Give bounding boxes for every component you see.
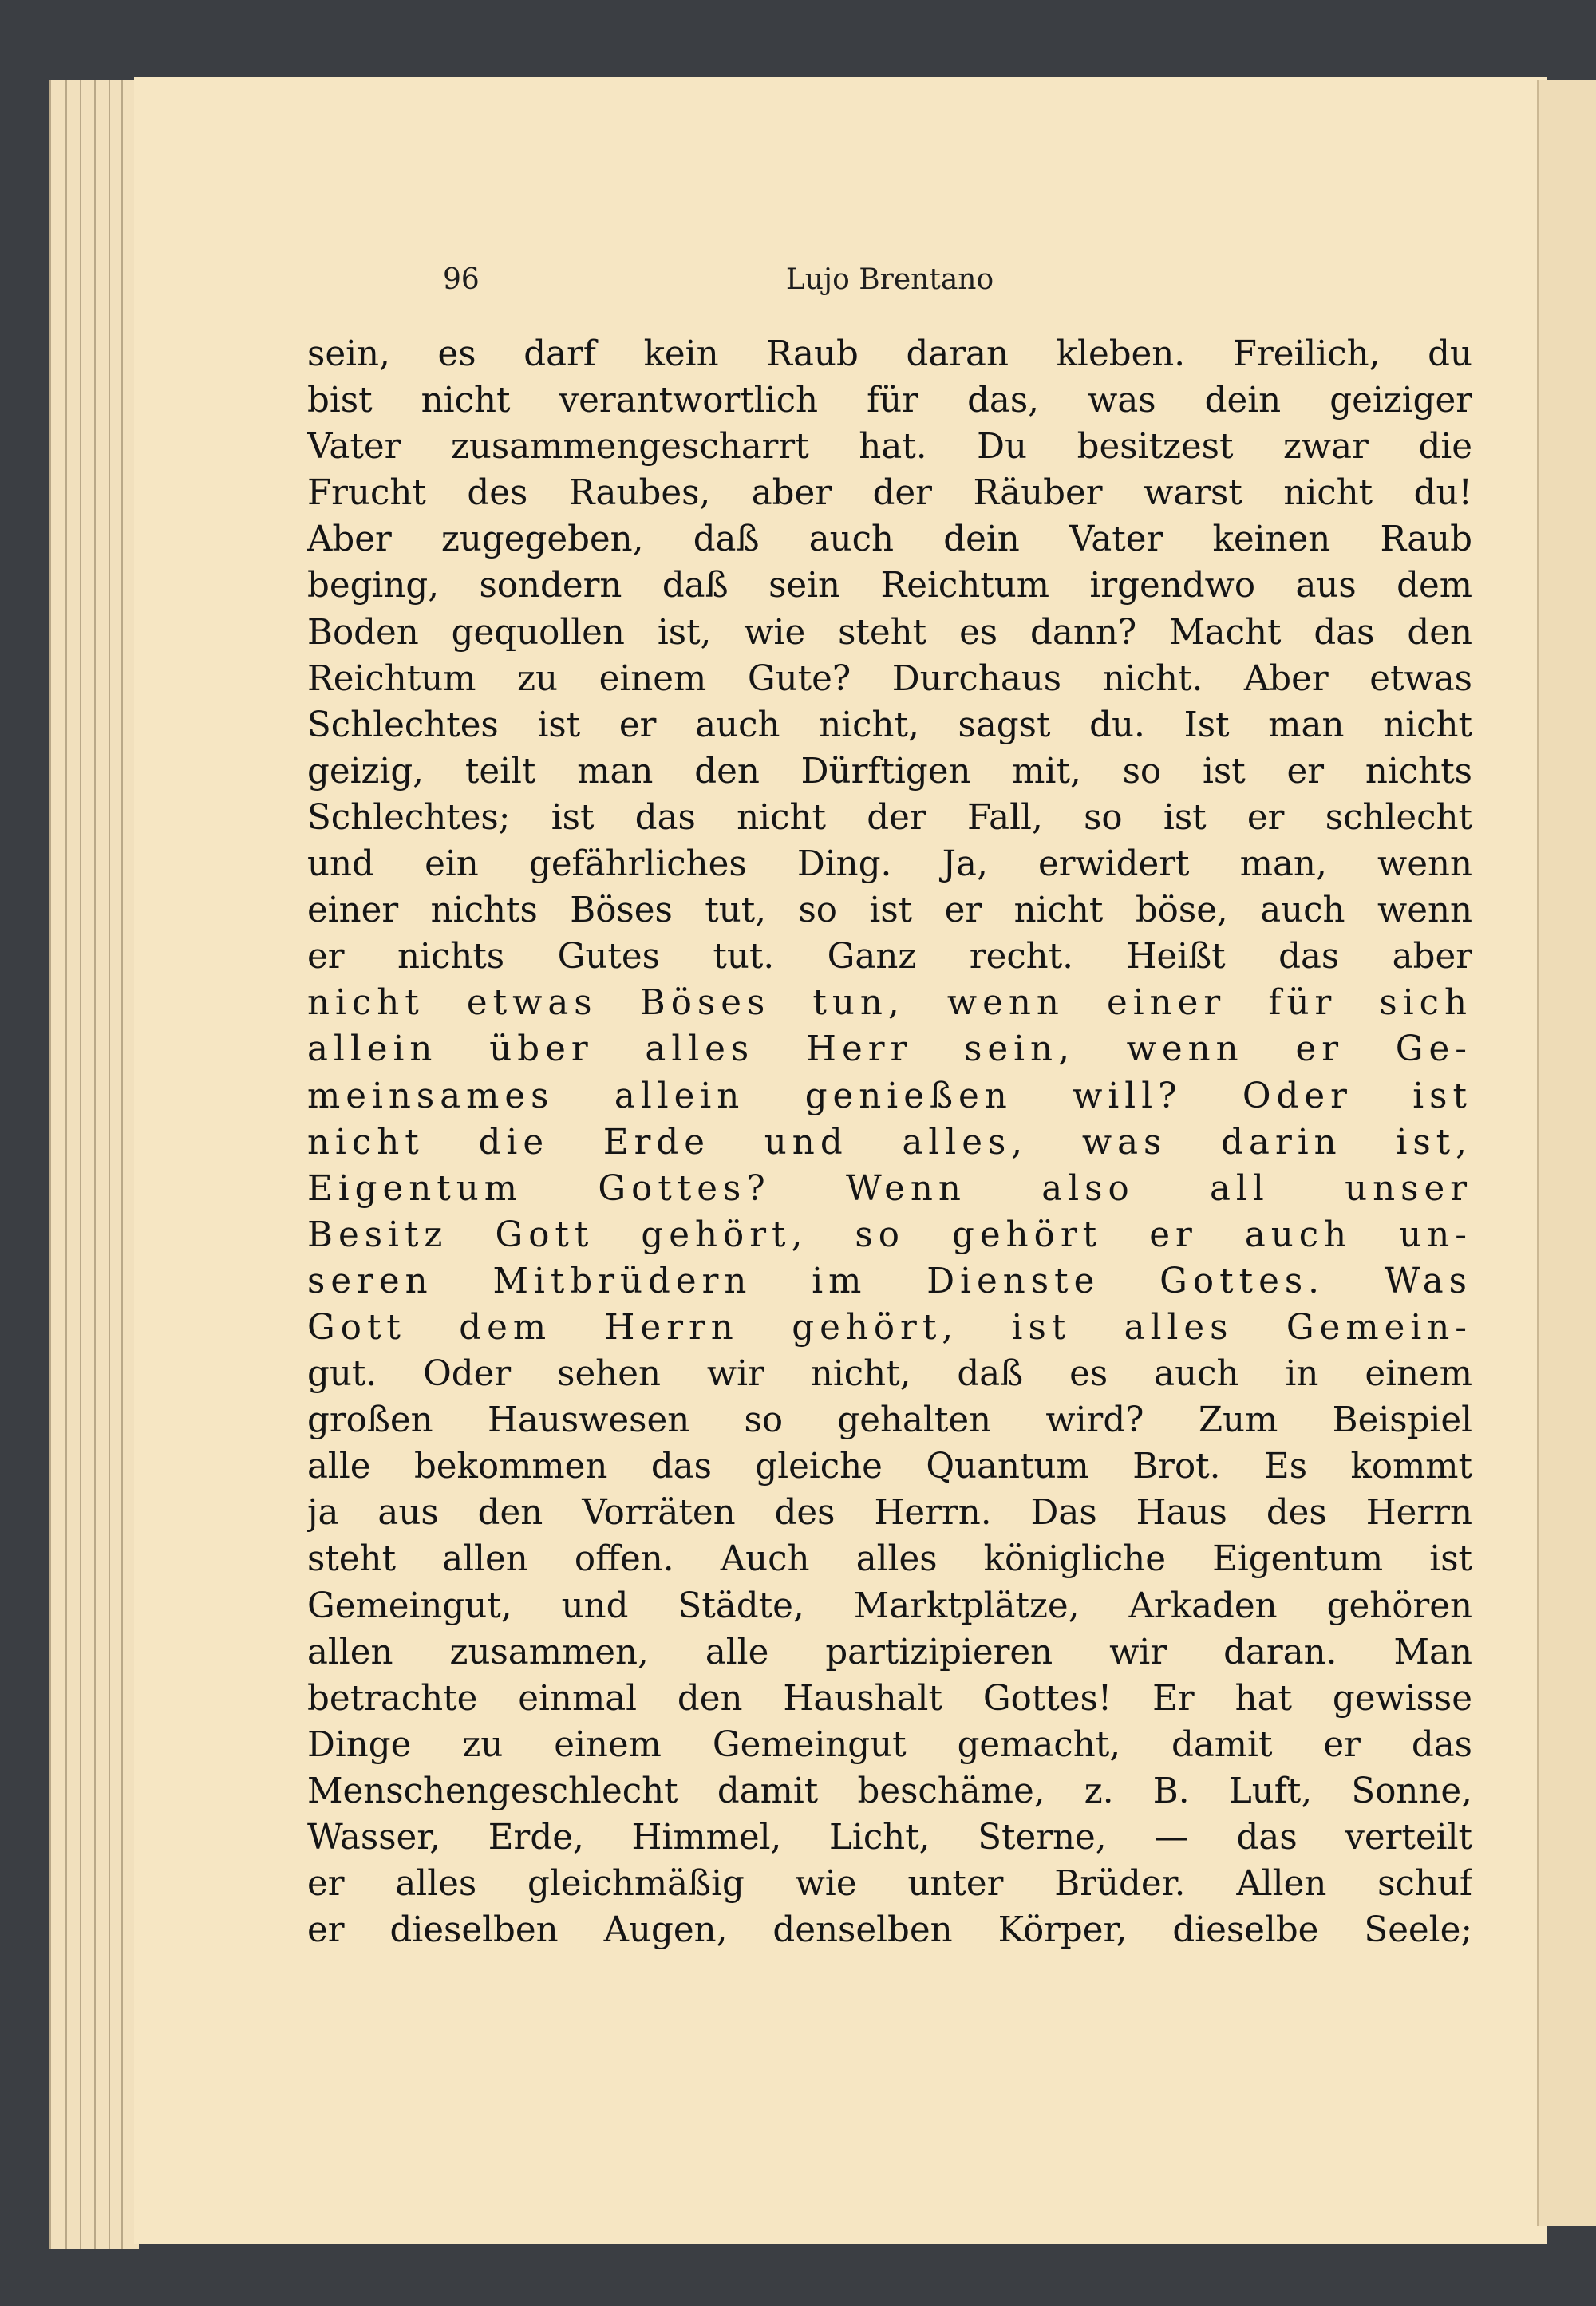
text-line-spaced: allein über alles Herr sein, wenn er Ge- bbox=[307, 1029, 1472, 1070]
text-line-spaced: meinsames allein genießen will? Oder ist bbox=[307, 1076, 1472, 1116]
running-head: Lujo Brentano bbox=[785, 263, 994, 296]
text-line: sein, es darf kein Raub daran kleben. Freilich, du bbox=[307, 334, 1472, 374]
text-line: Vater zusammengescharrt hat. Du besitzest zwar die bbox=[307, 427, 1472, 468]
text-line: geizig, teilt man den Dürftigen mit, so ist er nichts bbox=[307, 751, 1472, 792]
text-line-spaced: Gott dem Herrn gehört, ist alles Gemein- bbox=[307, 1307, 1472, 1348]
text-line: Schlechtes; ist das nicht der Fall, so ist er schlecht bbox=[307, 797, 1472, 838]
text-line: allen zusammen, alle partizipieren wir daran. Man bbox=[307, 1632, 1472, 1672]
page-header bbox=[307, 263, 1472, 303]
text-line: Menschengeschlecht damit beschäme, z. B. Luft, Sonne, bbox=[307, 1771, 1472, 1811]
text-line: er alles gleichmäßig wie unter Brüder. Allen schuf bbox=[307, 1864, 1472, 1905]
text-line-spaced: Besitz Gott gehört, so gehört er auch un- bbox=[307, 1214, 1472, 1255]
facing-page-edge bbox=[1537, 80, 1596, 2226]
text-line: ja aus den Vorräten des Herrn. Das Haus des Herrn bbox=[307, 1493, 1472, 1534]
text-line-spaced: nicht etwas Böses tun, wenn einer für sich bbox=[307, 983, 1472, 1024]
text-line: Dinge zu einem Gemeingut gemacht, damit er das bbox=[307, 1724, 1472, 1765]
text-line: betrachte einmal den Haushalt Gottes! Er hat gewisse bbox=[307, 1678, 1472, 1719]
text-line: Schlechtes ist er auch nicht, sagst du. Ist man nicht bbox=[307, 705, 1472, 745]
text-line: bist nicht verantwortlich für das, was dein geiziger bbox=[307, 381, 1472, 421]
body-text bbox=[307, 331, 1472, 1953]
text-line: großen Hauswesen so gehalten wird? Zum Beispiel bbox=[307, 1400, 1472, 1441]
text-line: Frucht des Raubes, aber der Räuber warst nicht du! bbox=[307, 473, 1472, 514]
text-line-spaced: nicht die Erde und alles, was darin ist, bbox=[307, 1122, 1472, 1163]
text-line: er dieselben Augen, denselben Körper, dieselbe Seele; bbox=[307, 1910, 1472, 1951]
text-line: er nichts Gutes tut. Ganz recht. Heißt das aber bbox=[307, 937, 1472, 977]
text-line: Reichtum zu einem Gute? Durchaus nicht. Aber etwas bbox=[307, 658, 1472, 699]
text-line: steht allen offen. Auch alles königliche Eigentum ist bbox=[307, 1539, 1472, 1580]
text-line-spaced: Eigentum Gottes? Wenn also all unser bbox=[307, 1168, 1472, 1209]
page-number: 96 bbox=[443, 263, 480, 296]
text-line: beging, sondern daß sein Reichtum irgendwo aus dem bbox=[307, 566, 1472, 606]
text-line: Wasser, Erde, Himmel, Licht, Sterne, — das verteilt bbox=[307, 1818, 1472, 1858]
text-line: gut. Oder sehen wir nicht, daß es auch in einem bbox=[307, 1354, 1472, 1395]
text-line: Gemeingut, und Städte, Marktplätze, Arkaden gehören bbox=[307, 1585, 1472, 1626]
text-line: einer nichts Böses tut, so ist er nicht böse, auch wenn bbox=[307, 890, 1472, 931]
text-line: alle bekommen das gleiche Quantum Brot. Es kommt bbox=[307, 1447, 1472, 1487]
text-line: und ein gefährliches Ding. Ja, erwidert man, wenn bbox=[307, 844, 1472, 885]
text-line: Aber zugegeben, daß auch dein Vater keinen Raub bbox=[307, 519, 1472, 560]
text-line-spaced: seren Mitbrüdern im Dienste Gottes. Was bbox=[307, 1261, 1472, 1301]
text-line: Boden gequollen ist, wie steht es dann? Macht das den bbox=[307, 612, 1472, 653]
